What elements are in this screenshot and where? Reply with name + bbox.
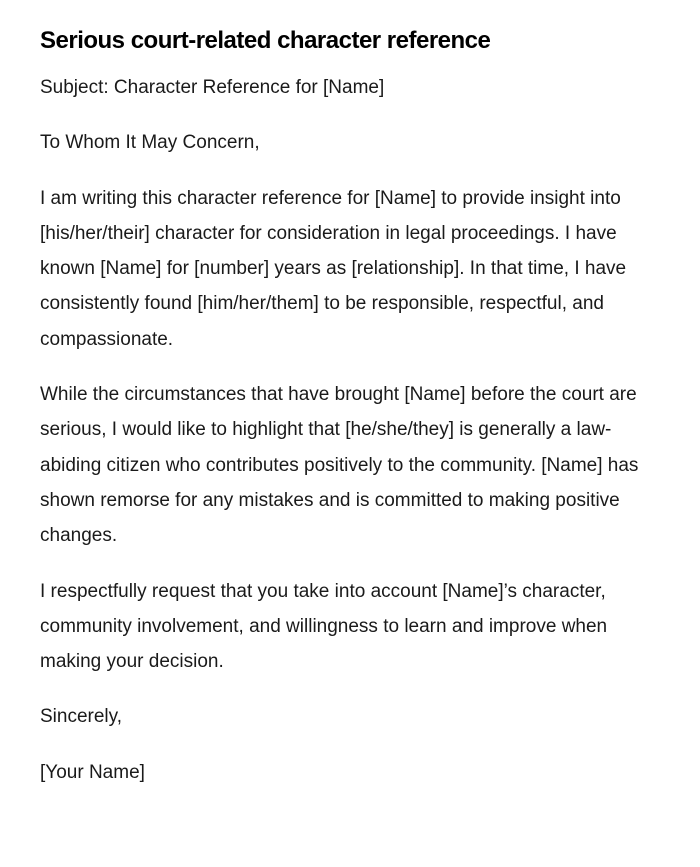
signature: [Your Name] bbox=[40, 761, 145, 783]
body-paragraph-1: I am writing this character reference for [Name] to provide insight into [his/her/their] character for consideration in legal proceedings. I have known [Name] for [number] years as [relationship]. In that time, I have consistently found [him/her/them] to be responsible, respectful, and compassionate. bbox=[40, 187, 627, 350]
closing: Sincerely, bbox=[40, 706, 123, 728]
body-paragraph-2: While the circumstances that have brought [Name] before the court are serious, I would like to highlight that [he/she/they] is generally a law-abiding citizen who contributes positively to the community. [Name] has shown remorse for any mistakes and is committed to making positive changes. bbox=[40, 384, 639, 547]
subject-line: Subject: Character Reference for [Name] bbox=[40, 77, 385, 98]
salutation: To Whom It May Concern, bbox=[40, 132, 260, 154]
letter-document bbox=[40, 24, 640, 790]
body-paragraph-3: I respectfully request that you take into account [Name]’s character, community involvement, and willingness to learn and improve when making your decision. bbox=[40, 580, 608, 673]
document-title: Serious court-related character reference bbox=[40, 27, 491, 54]
